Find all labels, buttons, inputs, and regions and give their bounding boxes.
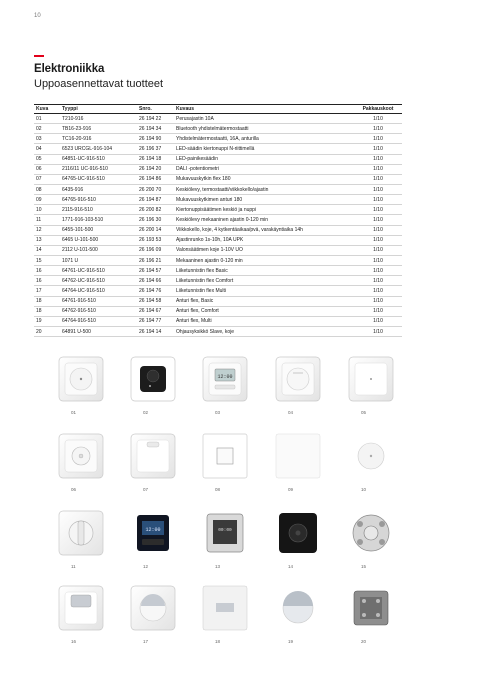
cell-kuva: 10 bbox=[34, 205, 60, 215]
product-image-cell bbox=[56, 506, 106, 578]
page-title: Elektroniikka bbox=[34, 63, 105, 75]
product-image-label: 02 bbox=[143, 410, 149, 415]
cell-tyyppi: 64764-UC-916-510 bbox=[60, 286, 137, 296]
table-row bbox=[34, 235, 402, 245]
cell-kuva: 16 bbox=[34, 266, 60, 276]
cell-tyyppi: 1071 U bbox=[60, 255, 137, 265]
page-subtitle: Uppoasennettavat tuotteet bbox=[34, 78, 164, 90]
comfort-switch-icon bbox=[128, 429, 178, 483]
cell-tyyppi: 64761-UC-916-510 bbox=[60, 266, 137, 276]
cell-kuva: 03 bbox=[34, 134, 60, 144]
product-image-cell bbox=[200, 581, 250, 653]
cell-tyyppi: TC16-20-916 bbox=[60, 134, 137, 144]
cell-tyyppi: 6523 URCGL-916-104 bbox=[60, 144, 137, 154]
cell-kuvaus: Kiertonuppisäätimen keskiö ja nuppi bbox=[174, 205, 352, 215]
cell-snro: 26 194 86 bbox=[137, 174, 174, 184]
cell-kuvaus: Ohjausyksikkö Slave, koje bbox=[174, 326, 352, 336]
table-row bbox=[34, 154, 402, 164]
thermostat-display-icon bbox=[200, 352, 250, 406]
cell-snro: 26 200 82 bbox=[137, 205, 174, 215]
table-row bbox=[34, 276, 402, 286]
product-image-grid bbox=[56, 352, 396, 662]
cell-pakkauskoot: 1/10 bbox=[352, 326, 402, 336]
motion-detector-multi-icon bbox=[128, 581, 178, 635]
cell-pakkauskoot: 1/10 bbox=[352, 195, 402, 205]
cell-kuvaus: LED-painikesäädin bbox=[174, 154, 352, 164]
product-image-label: 06 bbox=[71, 487, 77, 492]
cell-kuvaus: Mukavuuskytkin flex 180 bbox=[174, 174, 352, 184]
thermostat-dial-icon bbox=[128, 352, 178, 406]
cell-kuva: 19 bbox=[34, 316, 60, 326]
table-row bbox=[34, 326, 402, 336]
product-image-cell bbox=[273, 581, 323, 653]
cell-kuva: 14 bbox=[34, 245, 60, 255]
product-image-label: 14 bbox=[288, 564, 294, 569]
sensor-basic-icon bbox=[200, 581, 250, 635]
timer-insert-icon bbox=[200, 506, 250, 560]
cell-snro: 26 196 37 bbox=[137, 144, 174, 154]
table-row bbox=[34, 195, 402, 205]
table-row bbox=[34, 306, 402, 316]
rotary-knob-icon bbox=[346, 429, 396, 483]
cell-snro: 26 194 90 bbox=[137, 134, 174, 144]
table-row bbox=[34, 296, 402, 306]
product-image-cell bbox=[128, 581, 178, 653]
product-image-label: 04 bbox=[288, 410, 294, 415]
header-kuvaus: Kuvaus bbox=[174, 105, 352, 114]
cell-tyyppi: 64891 U-500 bbox=[60, 326, 137, 336]
product-image-cell bbox=[346, 352, 396, 424]
product-image-label: 13 bbox=[215, 564, 221, 569]
cell-kuva: 12 bbox=[34, 225, 60, 235]
cell-snro: 26 196 30 bbox=[137, 215, 174, 225]
header-pakkauskoot: Pakkauskoot bbox=[352, 105, 402, 114]
cell-pakkauskoot: 1/10 bbox=[352, 174, 402, 184]
product-image-cell bbox=[273, 429, 323, 501]
product-image-label: 12 bbox=[143, 564, 149, 569]
cell-kuvaus: Yhdistelmätermostaatti, 16A, anturilla bbox=[174, 134, 352, 144]
cell-tyyppi: 64764-916-510 bbox=[60, 316, 137, 326]
svg-text:00:00: 00:00 bbox=[218, 528, 232, 533]
cell-kuvaus: Liiketunnistin flex Basic bbox=[174, 266, 352, 276]
cell-kuvaus: LED-säädin kiertonuppi N-riittimellä bbox=[174, 144, 352, 154]
cell-tyyppi: 6435-916 bbox=[60, 184, 137, 194]
cell-snro: 26 193 53 bbox=[137, 235, 174, 245]
cell-pakkauskoot: 1/10 bbox=[352, 184, 402, 194]
product-image-cell bbox=[128, 429, 178, 501]
cell-kuva: 06 bbox=[34, 164, 60, 174]
cell-kuva: 09 bbox=[34, 195, 60, 205]
cell-kuva: 01 bbox=[34, 114, 60, 124]
cell-pakkauskoot: 1/10 bbox=[352, 205, 402, 215]
cell-tyyppi: 2115-916-510 bbox=[60, 205, 137, 215]
cell-tyyppi: 2116/11 UC-916-510 bbox=[60, 164, 137, 174]
table-row bbox=[34, 286, 402, 296]
cell-snro: 26 194 18 bbox=[137, 154, 174, 164]
product-image-cell bbox=[128, 352, 178, 424]
product-image-label: 11 bbox=[71, 564, 76, 569]
table-row bbox=[34, 114, 402, 124]
product-image-label: 10 bbox=[361, 487, 367, 492]
cell-kuva: 18 bbox=[34, 296, 60, 306]
motion-detector-basic-icon bbox=[56, 581, 106, 635]
product-image-label: 20 bbox=[361, 639, 367, 644]
table-row bbox=[34, 174, 402, 184]
cell-kuvaus: Bluetooth yhdistelmätermostaatti bbox=[174, 124, 352, 134]
cell-snro: 26 200 14 bbox=[137, 225, 174, 235]
cell-kuva: 15 bbox=[34, 255, 60, 265]
cell-snro: 26 194 34 bbox=[137, 124, 174, 134]
cell-kuvaus: Valonsäätimen koje 1-10V UO bbox=[174, 245, 352, 255]
cell-kuvaus: Anturi flex, Comfort bbox=[174, 306, 352, 316]
cell-tyyppi: 64761-916-510 bbox=[60, 296, 137, 306]
cell-pakkauskoot: 1/10 bbox=[352, 316, 402, 326]
product-image-cell bbox=[200, 429, 250, 501]
push-dimmer-icon bbox=[346, 352, 396, 406]
table-row bbox=[34, 225, 402, 235]
table-row bbox=[34, 164, 402, 174]
mechanical-timer-icon bbox=[56, 506, 106, 560]
cell-snro: 26 194 22 bbox=[137, 114, 174, 124]
cell-snro: 26 194 20 bbox=[137, 164, 174, 174]
cell-tyyppi: 6455-101-500 bbox=[60, 225, 137, 235]
table-row bbox=[34, 245, 402, 255]
cell-pakkauskoot: 1/10 bbox=[352, 306, 402, 316]
product-image-label: 03 bbox=[215, 410, 221, 415]
cell-pakkauskoot: 1/10 bbox=[352, 266, 402, 276]
cell-snro: 26 196 21 bbox=[137, 255, 174, 265]
cell-kuva: 08 bbox=[34, 184, 60, 194]
product-image-cell bbox=[56, 581, 106, 653]
cell-kuva: 20 bbox=[34, 326, 60, 336]
cell-kuvaus: Liiketunnistin flex Comfort bbox=[174, 276, 352, 286]
cell-pakkauskoot: 1/10 bbox=[352, 245, 402, 255]
cell-kuvaus: Perusajastin 10A bbox=[174, 114, 352, 124]
cell-snro: 26 194 77 bbox=[137, 316, 174, 326]
table-row bbox=[34, 205, 402, 215]
product-image-label: 18 bbox=[215, 639, 221, 644]
table-row bbox=[34, 124, 402, 134]
svg-text:12:00: 12:00 bbox=[217, 374, 233, 380]
cell-snro: 26 194 57 bbox=[137, 266, 174, 276]
table-row bbox=[34, 316, 402, 326]
product-image-cell bbox=[346, 581, 396, 653]
header-snro: Snro. bbox=[137, 105, 174, 114]
cell-snro: 26 194 14 bbox=[137, 326, 174, 336]
cell-pakkauskoot: 1/10 bbox=[352, 164, 402, 174]
product-image-cell bbox=[56, 429, 106, 501]
cell-snro: 26 194 87 bbox=[137, 195, 174, 205]
cell-tyyppi: 64762-UC-916-510 bbox=[60, 276, 137, 286]
cell-kuvaus: Anturi flex, Basic bbox=[174, 296, 352, 306]
product-image-cell bbox=[128, 506, 178, 578]
cell-pakkauskoot: 1/10 bbox=[352, 235, 402, 245]
cell-kuvaus: Anturi flex, Multi bbox=[174, 316, 352, 326]
product-image-label: 16 bbox=[71, 639, 77, 644]
cell-kuvaus: Keskiölevy, termostaatti/viikkokello/ajastin bbox=[174, 184, 352, 194]
cell-pakkauskoot: 1/10 bbox=[352, 114, 402, 124]
cell-pakkauskoot: 1/10 bbox=[352, 144, 402, 154]
cell-kuvaus: Viikkokello, koje, 4 kytkentäaikaa/pvä, varakäyntiaika 14h bbox=[174, 225, 352, 235]
page-number: 10 bbox=[34, 13, 41, 19]
sensor-flat-icon bbox=[273, 429, 323, 483]
cell-tyyppi: 64851-UC-916-510 bbox=[60, 154, 137, 164]
cell-pakkauskoot: 1/10 bbox=[352, 276, 402, 286]
cell-kuva: 07 bbox=[34, 174, 60, 184]
cell-pakkauskoot: 1/10 bbox=[352, 255, 402, 265]
cell-kuva: 17 bbox=[34, 286, 60, 296]
cell-snro: 26 196 09 bbox=[137, 245, 174, 255]
product-table bbox=[34, 104, 402, 337]
table-row bbox=[34, 215, 402, 225]
weekly-clock-icon bbox=[128, 506, 178, 560]
rotary-dimmer-icon bbox=[273, 352, 323, 406]
product-image-label: 19 bbox=[288, 639, 294, 644]
svg-text:12:00: 12:00 bbox=[145, 527, 161, 533]
header-kuva: Kuva bbox=[34, 105, 60, 114]
product-image-cell bbox=[346, 506, 396, 578]
cell-kuvaus: Mekaaninen ajastin 0-120 min bbox=[174, 255, 352, 265]
product-image-label: 08 bbox=[215, 487, 221, 492]
product-image-label: 01 bbox=[71, 410, 77, 415]
table-row bbox=[34, 184, 402, 194]
cell-kuvaus: Liiketunnistin flex Multi bbox=[174, 286, 352, 296]
cell-tyyppi: 1771-916-103-510 bbox=[60, 215, 137, 225]
control-unit-insert-icon bbox=[346, 581, 396, 635]
cell-pakkauskoot: 1/10 bbox=[352, 154, 402, 164]
cell-kuva: 02 bbox=[34, 124, 60, 134]
cell-kuvaus: DALI -potentiometri bbox=[174, 164, 352, 174]
product-image-label: 17 bbox=[143, 639, 149, 644]
mechanical-timer-insert-icon bbox=[346, 506, 396, 560]
cell-pakkauskoot: 1/10 bbox=[352, 286, 402, 296]
product-image-cell bbox=[273, 352, 323, 424]
product-image-label: 15 bbox=[361, 564, 367, 569]
cell-snro: 26 194 67 bbox=[137, 306, 174, 316]
product-image-label: 07 bbox=[143, 487, 149, 492]
cell-kuva: 04 bbox=[34, 144, 60, 154]
cell-pakkauskoot: 1/10 bbox=[352, 134, 402, 144]
cell-tyyppi: 64765-UC-916-510 bbox=[60, 174, 137, 184]
cell-kuva: 16 bbox=[34, 276, 60, 286]
cell-pakkauskoot: 1/10 bbox=[352, 124, 402, 134]
cell-tyyppi: T210-916 bbox=[60, 114, 137, 124]
table-row bbox=[34, 266, 402, 276]
timer-plate-icon bbox=[56, 352, 106, 406]
potentiometer-icon bbox=[56, 429, 106, 483]
cell-tyyppi: TB16-23-916 bbox=[60, 124, 137, 134]
cell-snro: 26 194 66 bbox=[137, 276, 174, 286]
header-tyyppi: Tyyppi bbox=[60, 105, 137, 114]
product-image-cell bbox=[56, 352, 106, 424]
cell-kuva: 18 bbox=[34, 306, 60, 316]
cell-tyyppi: 64762-916-510 bbox=[60, 306, 137, 316]
cell-kuvaus: Ajastinrunko 1s-10h, 10A UPK bbox=[174, 235, 352, 245]
cell-tyyppi: 2112 U-101-500 bbox=[60, 245, 137, 255]
center-plate-icon bbox=[200, 429, 250, 483]
product-image-cell bbox=[200, 506, 250, 578]
table-row bbox=[34, 255, 402, 265]
cell-snro: 26 194 58 bbox=[137, 296, 174, 306]
cell-kuvaus: Keskiölevy mekaaninen ajastin 0-120 min bbox=[174, 215, 352, 225]
product-image-cell bbox=[200, 352, 250, 424]
cell-kuva: 05 bbox=[34, 154, 60, 164]
cell-pakkauskoot: 1/10 bbox=[352, 215, 402, 225]
cell-pakkauskoot: 1/10 bbox=[352, 296, 402, 306]
accent-bar bbox=[34, 55, 44, 57]
cell-kuva: 13 bbox=[34, 235, 60, 245]
sensor-multi-icon bbox=[273, 581, 323, 635]
cell-tyyppi: 64765-916-510 bbox=[60, 195, 137, 205]
cell-kuva: 11 bbox=[34, 215, 60, 225]
cell-tyyppi: 6465 U-101-500 bbox=[60, 235, 137, 245]
product-image-cell bbox=[273, 506, 323, 578]
table-row bbox=[34, 134, 402, 144]
product-image-label: 05 bbox=[361, 410, 367, 415]
cell-snro: 26 200 70 bbox=[137, 184, 174, 194]
cell-kuvaus: Mukavuuskytkimen anturi 180 bbox=[174, 195, 352, 205]
product-image-label: 09 bbox=[288, 487, 294, 492]
table-header-row bbox=[34, 105, 402, 114]
dimmer-insert-icon bbox=[273, 506, 323, 560]
cell-pakkauskoot: 1/10 bbox=[352, 225, 402, 235]
cell-snro: 26 194 76 bbox=[137, 286, 174, 296]
product-image-cell bbox=[346, 429, 396, 501]
table-row bbox=[34, 144, 402, 154]
